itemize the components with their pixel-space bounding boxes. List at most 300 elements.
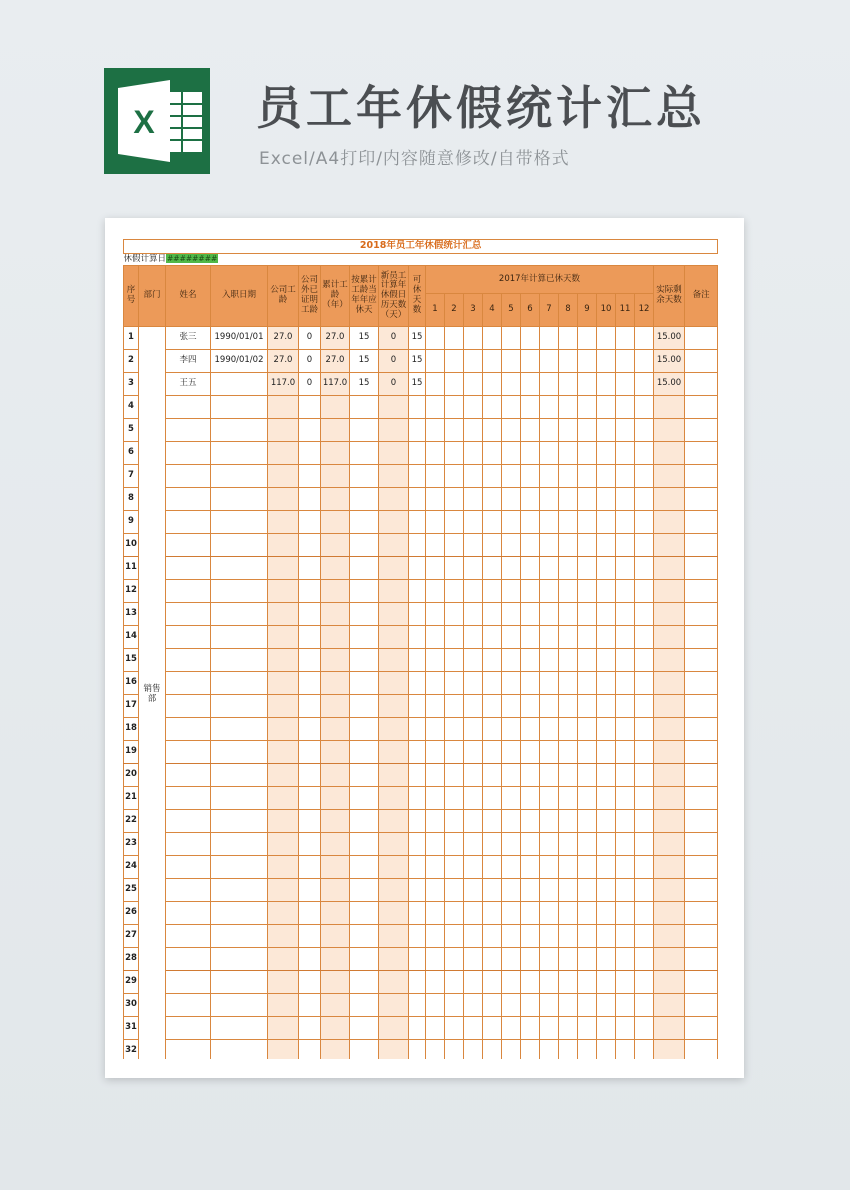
cell-month-5[interactable] bbox=[502, 396, 521, 419]
cell-month-5[interactable] bbox=[502, 1017, 521, 1040]
cell-month-9[interactable] bbox=[578, 396, 597, 419]
cell-remark[interactable] bbox=[685, 442, 718, 465]
cell-remaining[interactable] bbox=[654, 902, 685, 925]
cell-avail[interactable] bbox=[409, 442, 426, 465]
cell-month-8[interactable] bbox=[559, 603, 578, 626]
cell-join[interactable] bbox=[211, 396, 268, 419]
cell-month-10[interactable] bbox=[597, 534, 616, 557]
cell-month-4[interactable] bbox=[483, 419, 502, 442]
cell-avail[interactable]: 15 bbox=[409, 327, 426, 350]
cell-month-2[interactable] bbox=[445, 902, 464, 925]
cell-company[interactable] bbox=[268, 534, 299, 557]
cell-month-9[interactable] bbox=[578, 442, 597, 465]
cell-total[interactable] bbox=[321, 856, 350, 879]
cell-month-3[interactable] bbox=[464, 465, 483, 488]
cell-month-3[interactable] bbox=[464, 557, 483, 580]
cell-month-1[interactable] bbox=[426, 649, 445, 672]
row-number[interactable]: 4 bbox=[124, 396, 139, 419]
cell-annual[interactable] bbox=[350, 511, 379, 534]
cell-month-4[interactable] bbox=[483, 902, 502, 925]
cell-remark[interactable] bbox=[685, 350, 718, 373]
cell-total[interactable] bbox=[321, 511, 350, 534]
row-number[interactable]: 27 bbox=[124, 925, 139, 948]
cell-remark[interactable] bbox=[685, 327, 718, 350]
cell-month-5[interactable] bbox=[502, 695, 521, 718]
cell-outside[interactable] bbox=[299, 948, 321, 971]
cell-month-6[interactable] bbox=[521, 695, 540, 718]
cell-month-9[interactable] bbox=[578, 488, 597, 511]
cell-join[interactable] bbox=[211, 810, 268, 833]
cell-month-2[interactable] bbox=[445, 1040, 464, 1060]
cell-month-2[interactable] bbox=[445, 626, 464, 649]
cell-month-10[interactable] bbox=[597, 419, 616, 442]
cell-outside[interactable] bbox=[299, 810, 321, 833]
cell-company[interactable] bbox=[268, 603, 299, 626]
cell-month-12[interactable] bbox=[635, 902, 654, 925]
cell-month-12[interactable] bbox=[635, 764, 654, 787]
cell-avail[interactable] bbox=[409, 994, 426, 1017]
cell-month-3[interactable] bbox=[464, 626, 483, 649]
cell-month-12[interactable] bbox=[635, 534, 654, 557]
cell-month-4[interactable] bbox=[483, 971, 502, 994]
cell-month-7[interactable] bbox=[540, 465, 559, 488]
cell-month-11[interactable] bbox=[616, 350, 635, 373]
cell-remaining[interactable] bbox=[654, 764, 685, 787]
cell-month-3[interactable] bbox=[464, 580, 483, 603]
cell-avail[interactable] bbox=[409, 718, 426, 741]
cell-company[interactable] bbox=[268, 879, 299, 902]
cell-new[interactable] bbox=[379, 580, 409, 603]
cell-remark[interactable] bbox=[685, 419, 718, 442]
cell-outside[interactable] bbox=[299, 856, 321, 879]
cell-name[interactable] bbox=[166, 1017, 211, 1040]
cell-avail[interactable] bbox=[409, 465, 426, 488]
cell-month-9[interactable] bbox=[578, 557, 597, 580]
cell-remaining[interactable] bbox=[654, 948, 685, 971]
cell-remaining[interactable] bbox=[654, 1040, 685, 1060]
row-number[interactable]: 32 bbox=[124, 1040, 139, 1060]
cell-month-12[interactable] bbox=[635, 971, 654, 994]
cell-remark[interactable] bbox=[685, 718, 718, 741]
cell-total[interactable]: 27.0 bbox=[321, 350, 350, 373]
cell-month-4[interactable] bbox=[483, 649, 502, 672]
cell-month-3[interactable] bbox=[464, 994, 483, 1017]
cell-month-8[interactable] bbox=[559, 511, 578, 534]
cell-month-3[interactable] bbox=[464, 511, 483, 534]
cell-month-11[interactable] bbox=[616, 534, 635, 557]
cell-month-10[interactable] bbox=[597, 649, 616, 672]
cell-month-12[interactable] bbox=[635, 672, 654, 695]
cell-month-8[interactable] bbox=[559, 833, 578, 856]
cell-month-2[interactable] bbox=[445, 649, 464, 672]
cell-month-11[interactable] bbox=[616, 902, 635, 925]
cell-outside[interactable] bbox=[299, 741, 321, 764]
cell-name[interactable] bbox=[166, 925, 211, 948]
cell-name[interactable] bbox=[166, 465, 211, 488]
cell-new[interactable] bbox=[379, 1017, 409, 1040]
cell-month-1[interactable] bbox=[426, 396, 445, 419]
cell-new[interactable] bbox=[379, 971, 409, 994]
cell-month-7[interactable] bbox=[540, 672, 559, 695]
cell-month-6[interactable] bbox=[521, 442, 540, 465]
cell-month-7[interactable] bbox=[540, 833, 559, 856]
row-number[interactable]: 12 bbox=[124, 580, 139, 603]
cell-month-10[interactable] bbox=[597, 557, 616, 580]
cell-avail[interactable] bbox=[409, 764, 426, 787]
cell-name[interactable] bbox=[166, 396, 211, 419]
cell-month-1[interactable] bbox=[426, 902, 445, 925]
cell-avail[interactable] bbox=[409, 833, 426, 856]
cell-month-11[interactable] bbox=[616, 856, 635, 879]
row-number[interactable]: 14 bbox=[124, 626, 139, 649]
cell-month-11[interactable] bbox=[616, 672, 635, 695]
cell-month-4[interactable] bbox=[483, 833, 502, 856]
row-number[interactable]: 29 bbox=[124, 971, 139, 994]
cell-month-9[interactable] bbox=[578, 971, 597, 994]
cell-month-5[interactable] bbox=[502, 787, 521, 810]
cell-avail[interactable] bbox=[409, 856, 426, 879]
cell-total[interactable] bbox=[321, 948, 350, 971]
row-number[interactable]: 9 bbox=[124, 511, 139, 534]
cell-remaining[interactable] bbox=[654, 626, 685, 649]
cell-month-8[interactable] bbox=[559, 465, 578, 488]
cell-month-7[interactable] bbox=[540, 902, 559, 925]
cell-month-10[interactable] bbox=[597, 787, 616, 810]
cell-name[interactable] bbox=[166, 1040, 211, 1060]
cell-remaining[interactable] bbox=[654, 488, 685, 511]
cell-month-10[interactable] bbox=[597, 626, 616, 649]
cell-month-6[interactable] bbox=[521, 350, 540, 373]
department-cell[interactable]: 销售部 bbox=[139, 327, 166, 1060]
cell-join[interactable] bbox=[211, 994, 268, 1017]
cell-month-3[interactable] bbox=[464, 350, 483, 373]
cell-month-12[interactable] bbox=[635, 626, 654, 649]
cell-month-12[interactable] bbox=[635, 856, 654, 879]
cell-month-4[interactable] bbox=[483, 787, 502, 810]
cell-month-12[interactable] bbox=[635, 1040, 654, 1060]
cell-new[interactable] bbox=[379, 511, 409, 534]
cell-outside[interactable] bbox=[299, 488, 321, 511]
cell-name[interactable] bbox=[166, 672, 211, 695]
cell-total[interactable] bbox=[321, 718, 350, 741]
cell-avail[interactable] bbox=[409, 902, 426, 925]
cell-join[interactable] bbox=[211, 879, 268, 902]
cell-new[interactable] bbox=[379, 695, 409, 718]
cell-remaining[interactable]: 15.00 bbox=[654, 327, 685, 350]
cell-total[interactable]: 117.0 bbox=[321, 373, 350, 396]
cell-month-2[interactable] bbox=[445, 695, 464, 718]
cell-month-5[interactable] bbox=[502, 741, 521, 764]
cell-company[interactable] bbox=[268, 396, 299, 419]
cell-join[interactable] bbox=[211, 626, 268, 649]
cell-month-2[interactable] bbox=[445, 718, 464, 741]
cell-month-1[interactable] bbox=[426, 971, 445, 994]
cell-company[interactable] bbox=[268, 741, 299, 764]
cell-total[interactable]: 27.0 bbox=[321, 327, 350, 350]
cell-month-11[interactable] bbox=[616, 603, 635, 626]
cell-month-10[interactable] bbox=[597, 718, 616, 741]
cell-avail[interactable] bbox=[409, 488, 426, 511]
cell-month-8[interactable] bbox=[559, 695, 578, 718]
cell-remaining[interactable] bbox=[654, 1017, 685, 1040]
cell-annual[interactable] bbox=[350, 1017, 379, 1040]
cell-avail[interactable] bbox=[409, 810, 426, 833]
cell-month-3[interactable] bbox=[464, 787, 483, 810]
cell-month-9[interactable] bbox=[578, 994, 597, 1017]
cell-month-4[interactable] bbox=[483, 948, 502, 971]
cell-month-5[interactable] bbox=[502, 488, 521, 511]
cell-new[interactable] bbox=[379, 534, 409, 557]
cell-name[interactable] bbox=[166, 879, 211, 902]
cell-company[interactable]: 117.0 bbox=[268, 373, 299, 396]
cell-join[interactable] bbox=[211, 695, 268, 718]
cell-month-3[interactable] bbox=[464, 833, 483, 856]
cell-month-8[interactable] bbox=[559, 557, 578, 580]
cell-month-1[interactable] bbox=[426, 741, 445, 764]
cell-name[interactable] bbox=[166, 902, 211, 925]
cell-remark[interactable] bbox=[685, 948, 718, 971]
cell-month-5[interactable] bbox=[502, 948, 521, 971]
cell-company[interactable] bbox=[268, 419, 299, 442]
cell-join[interactable] bbox=[211, 442, 268, 465]
cell-month-9[interactable] bbox=[578, 534, 597, 557]
cell-month-4[interactable] bbox=[483, 488, 502, 511]
cell-remark[interactable] bbox=[685, 580, 718, 603]
cell-month-8[interactable] bbox=[559, 879, 578, 902]
cell-month-5[interactable] bbox=[502, 925, 521, 948]
cell-join[interactable] bbox=[211, 419, 268, 442]
cell-name[interactable]: 张三 bbox=[166, 327, 211, 350]
cell-outside[interactable] bbox=[299, 442, 321, 465]
cell-annual[interactable] bbox=[350, 925, 379, 948]
row-number[interactable]: 8 bbox=[124, 488, 139, 511]
row-number[interactable]: 16 bbox=[124, 672, 139, 695]
cell-annual[interactable] bbox=[350, 419, 379, 442]
cell-month-5[interactable] bbox=[502, 879, 521, 902]
cell-remark[interactable] bbox=[685, 465, 718, 488]
cell-month-9[interactable] bbox=[578, 649, 597, 672]
cell-join[interactable] bbox=[211, 902, 268, 925]
cell-month-5[interactable] bbox=[502, 971, 521, 994]
cell-outside[interactable] bbox=[299, 557, 321, 580]
cell-name[interactable] bbox=[166, 649, 211, 672]
cell-annual[interactable] bbox=[350, 649, 379, 672]
cell-month-11[interactable] bbox=[616, 718, 635, 741]
cell-outside[interactable]: 0 bbox=[299, 350, 321, 373]
cell-annual[interactable] bbox=[350, 695, 379, 718]
cell-remark[interactable] bbox=[685, 1017, 718, 1040]
cell-month-2[interactable] bbox=[445, 856, 464, 879]
cell-month-12[interactable] bbox=[635, 879, 654, 902]
cell-month-9[interactable] bbox=[578, 511, 597, 534]
cell-month-11[interactable] bbox=[616, 787, 635, 810]
cell-month-6[interactable] bbox=[521, 764, 540, 787]
cell-join[interactable] bbox=[211, 1040, 268, 1060]
cell-annual[interactable] bbox=[350, 557, 379, 580]
cell-remark[interactable] bbox=[685, 488, 718, 511]
cell-total[interactable] bbox=[321, 971, 350, 994]
cell-outside[interactable] bbox=[299, 580, 321, 603]
cell-month-5[interactable] bbox=[502, 511, 521, 534]
cell-annual[interactable]: 15 bbox=[350, 373, 379, 396]
cell-avail[interactable] bbox=[409, 649, 426, 672]
cell-month-1[interactable] bbox=[426, 327, 445, 350]
cell-new[interactable] bbox=[379, 603, 409, 626]
cell-month-11[interactable] bbox=[616, 948, 635, 971]
cell-remark[interactable] bbox=[685, 649, 718, 672]
row-number[interactable]: 7 bbox=[124, 465, 139, 488]
cell-month-4[interactable] bbox=[483, 534, 502, 557]
cell-total[interactable] bbox=[321, 396, 350, 419]
cell-month-4[interactable] bbox=[483, 327, 502, 350]
cell-month-6[interactable] bbox=[521, 534, 540, 557]
cell-month-6[interactable] bbox=[521, 787, 540, 810]
cell-remaining[interactable] bbox=[654, 649, 685, 672]
cell-month-1[interactable] bbox=[426, 994, 445, 1017]
cell-month-4[interactable] bbox=[483, 695, 502, 718]
cell-join[interactable]: 1990/01/02 bbox=[211, 350, 268, 373]
cell-month-9[interactable] bbox=[578, 1017, 597, 1040]
cell-month-2[interactable] bbox=[445, 396, 464, 419]
cell-company[interactable] bbox=[268, 1017, 299, 1040]
cell-name[interactable] bbox=[166, 810, 211, 833]
cell-outside[interactable] bbox=[299, 718, 321, 741]
cell-join[interactable] bbox=[211, 373, 268, 396]
cell-company[interactable] bbox=[268, 626, 299, 649]
cell-total[interactable] bbox=[321, 1017, 350, 1040]
cell-remaining[interactable] bbox=[654, 971, 685, 994]
cell-remark[interactable] bbox=[685, 902, 718, 925]
cell-month-2[interactable] bbox=[445, 879, 464, 902]
cell-month-12[interactable] bbox=[635, 925, 654, 948]
cell-month-7[interactable] bbox=[540, 787, 559, 810]
row-number[interactable]: 20 bbox=[124, 764, 139, 787]
cell-new[interactable] bbox=[379, 1040, 409, 1060]
cell-month-7[interactable] bbox=[540, 948, 559, 971]
cell-new[interactable] bbox=[379, 787, 409, 810]
cell-month-8[interactable] bbox=[559, 649, 578, 672]
cell-month-12[interactable] bbox=[635, 718, 654, 741]
cell-annual[interactable] bbox=[350, 488, 379, 511]
cell-month-7[interactable] bbox=[540, 396, 559, 419]
cell-join[interactable] bbox=[211, 603, 268, 626]
cell-avail[interactable] bbox=[409, 603, 426, 626]
cell-month-5[interactable] bbox=[502, 649, 521, 672]
cell-month-4[interactable] bbox=[483, 442, 502, 465]
cell-avail[interactable] bbox=[409, 1040, 426, 1060]
cell-month-2[interactable] bbox=[445, 350, 464, 373]
cell-new[interactable] bbox=[379, 649, 409, 672]
cell-name[interactable] bbox=[166, 534, 211, 557]
cell-month-4[interactable] bbox=[483, 626, 502, 649]
cell-month-11[interactable] bbox=[616, 442, 635, 465]
cell-remaining[interactable] bbox=[654, 534, 685, 557]
cell-month-8[interactable] bbox=[559, 488, 578, 511]
cell-outside[interactable] bbox=[299, 649, 321, 672]
cell-month-5[interactable] bbox=[502, 810, 521, 833]
cell-month-8[interactable] bbox=[559, 994, 578, 1017]
cell-month-12[interactable] bbox=[635, 327, 654, 350]
cell-annual[interactable] bbox=[350, 718, 379, 741]
cell-month-9[interactable] bbox=[578, 879, 597, 902]
cell-name[interactable]: 王五 bbox=[166, 373, 211, 396]
cell-month-4[interactable] bbox=[483, 1040, 502, 1060]
cell-total[interactable] bbox=[321, 994, 350, 1017]
cell-avail[interactable] bbox=[409, 626, 426, 649]
cell-join[interactable] bbox=[211, 718, 268, 741]
cell-month-1[interactable] bbox=[426, 1040, 445, 1060]
row-number[interactable]: 3 bbox=[124, 373, 139, 396]
cell-month-2[interactable] bbox=[445, 419, 464, 442]
cell-month-7[interactable] bbox=[540, 695, 559, 718]
cell-month-9[interactable] bbox=[578, 741, 597, 764]
row-number[interactable]: 19 bbox=[124, 741, 139, 764]
cell-month-4[interactable] bbox=[483, 672, 502, 695]
cell-total[interactable] bbox=[321, 902, 350, 925]
cell-month-9[interactable] bbox=[578, 419, 597, 442]
cell-remaining[interactable] bbox=[654, 580, 685, 603]
cell-month-10[interactable] bbox=[597, 764, 616, 787]
cell-month-12[interactable] bbox=[635, 603, 654, 626]
cell-month-10[interactable] bbox=[597, 603, 616, 626]
cell-month-3[interactable] bbox=[464, 534, 483, 557]
cell-join[interactable] bbox=[211, 580, 268, 603]
cell-month-11[interactable] bbox=[616, 833, 635, 856]
cell-month-6[interactable] bbox=[521, 994, 540, 1017]
cell-month-9[interactable] bbox=[578, 373, 597, 396]
cell-month-6[interactable] bbox=[521, 856, 540, 879]
cell-remaining[interactable]: 15.00 bbox=[654, 350, 685, 373]
cell-company[interactable] bbox=[268, 488, 299, 511]
cell-month-6[interactable] bbox=[521, 488, 540, 511]
cell-month-2[interactable] bbox=[445, 465, 464, 488]
cell-month-7[interactable] bbox=[540, 810, 559, 833]
cell-remaining[interactable] bbox=[654, 672, 685, 695]
cell-month-12[interactable] bbox=[635, 442, 654, 465]
cell-month-9[interactable] bbox=[578, 695, 597, 718]
cell-name[interactable] bbox=[166, 741, 211, 764]
cell-total[interactable] bbox=[321, 764, 350, 787]
cell-month-8[interactable] bbox=[559, 534, 578, 557]
cell-month-2[interactable] bbox=[445, 672, 464, 695]
cell-remaining[interactable] bbox=[654, 879, 685, 902]
cell-month-7[interactable] bbox=[540, 580, 559, 603]
cell-month-6[interactable] bbox=[521, 833, 540, 856]
cell-month-8[interactable] bbox=[559, 925, 578, 948]
cell-month-5[interactable] bbox=[502, 442, 521, 465]
cell-month-2[interactable] bbox=[445, 948, 464, 971]
cell-remark[interactable] bbox=[685, 971, 718, 994]
cell-month-6[interactable] bbox=[521, 948, 540, 971]
row-number[interactable]: 11 bbox=[124, 557, 139, 580]
cell-remaining[interactable] bbox=[654, 557, 685, 580]
cell-total[interactable] bbox=[321, 557, 350, 580]
cell-month-5[interactable] bbox=[502, 1040, 521, 1060]
cell-outside[interactable] bbox=[299, 511, 321, 534]
cell-new[interactable] bbox=[379, 856, 409, 879]
cell-name[interactable] bbox=[166, 511, 211, 534]
cell-avail[interactable] bbox=[409, 534, 426, 557]
cell-month-7[interactable] bbox=[540, 419, 559, 442]
cell-month-3[interactable] bbox=[464, 925, 483, 948]
row-number[interactable]: 24 bbox=[124, 856, 139, 879]
cell-remark[interactable] bbox=[685, 879, 718, 902]
cell-month-10[interactable] bbox=[597, 856, 616, 879]
cell-month-6[interactable] bbox=[521, 672, 540, 695]
cell-month-11[interactable] bbox=[616, 879, 635, 902]
cell-avail[interactable] bbox=[409, 971, 426, 994]
cell-month-1[interactable] bbox=[426, 787, 445, 810]
